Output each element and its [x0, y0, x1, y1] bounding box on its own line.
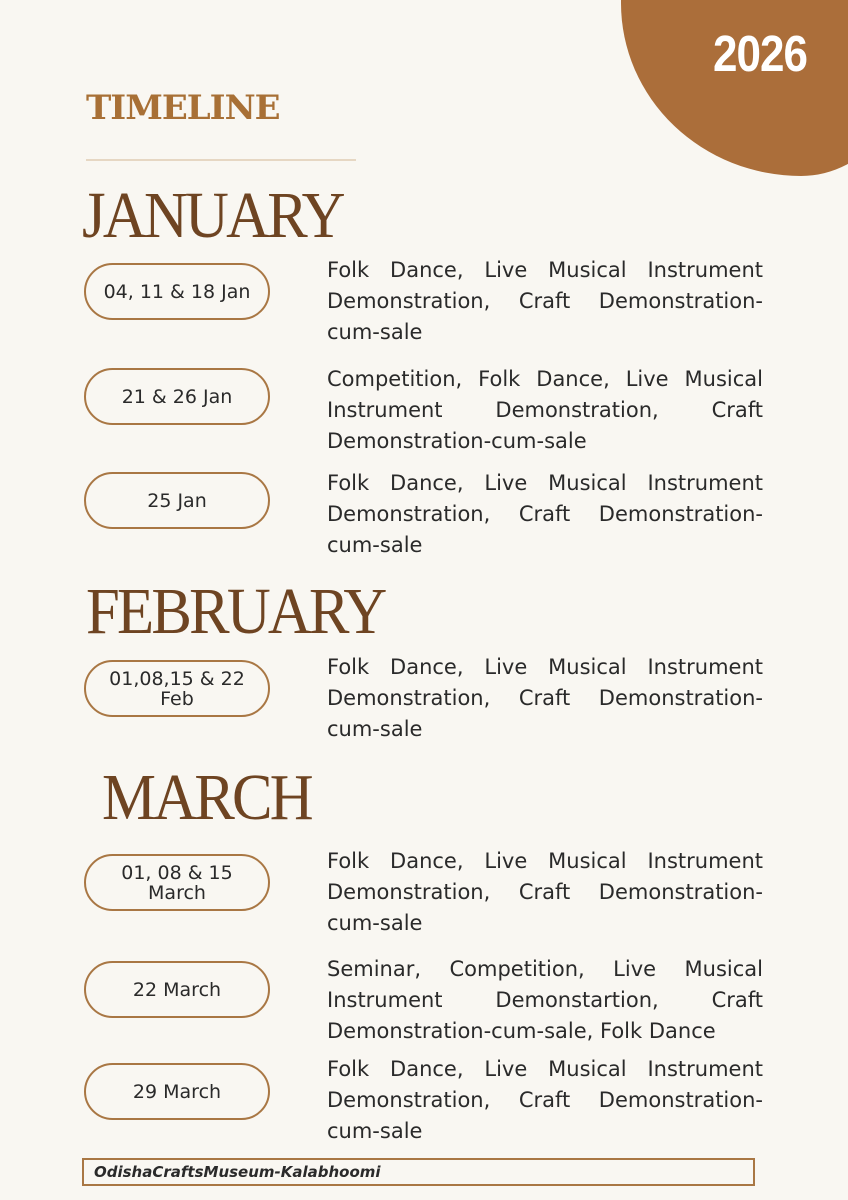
date-pill: 04, 11 & 18 Jan — [84, 263, 270, 320]
event-description: Folk Dance, Live Musical Instrument Demonstration, Craft Demonstration-cum-sale — [327, 655, 763, 741]
date-pill: 22 March — [84, 961, 270, 1018]
date-pill: 25 Jan — [84, 472, 270, 529]
event-description: Seminar, Competition, Live Musical Instrument Demonstartion, Craft Demonstration-cum-sale, Folk Dance — [327, 957, 763, 1043]
event-description: Folk Dance, Live Musical Instrument Demonstration, Craft Demonstration-cum-sale — [327, 849, 763, 935]
event-description: Folk Dance, Live Musical Instrument Demonstration, Craft Demonstration-cum-sale — [327, 258, 763, 344]
month-heading-march: MARCH — [102, 761, 311, 834]
month-heading-february: FEBRUARY — [86, 575, 385, 648]
date-pill: 21 & 26 Jan — [84, 368, 270, 425]
date-pill: 01,08,15 & 22 Feb — [84, 660, 270, 717]
title-divider — [86, 159, 356, 161]
page-title: TIMELINE — [86, 88, 280, 128]
event-description: Folk Dance, Live Musical Instrument Demonstration, Craft Demonstration-cum-sale — [327, 1057, 763, 1143]
year-label: 2026 — [713, 26, 807, 83]
date-pill: 01, 08 & 15 March — [84, 854, 270, 911]
month-heading-january: JANUARY — [82, 179, 343, 252]
date-pill: 29 March — [84, 1063, 270, 1120]
event-description: Folk Dance, Live Musical Instrument Demonstration, Craft Demonstration-cum-sale — [327, 471, 763, 557]
event-description: Competition, Folk Dance, Live Musical Instrument Demonstration, Craft Demonstration-cum-sale — [327, 367, 763, 453]
footer-credit: OdishaCraftsMuseum-Kalabhoomi — [82, 1158, 755, 1186]
